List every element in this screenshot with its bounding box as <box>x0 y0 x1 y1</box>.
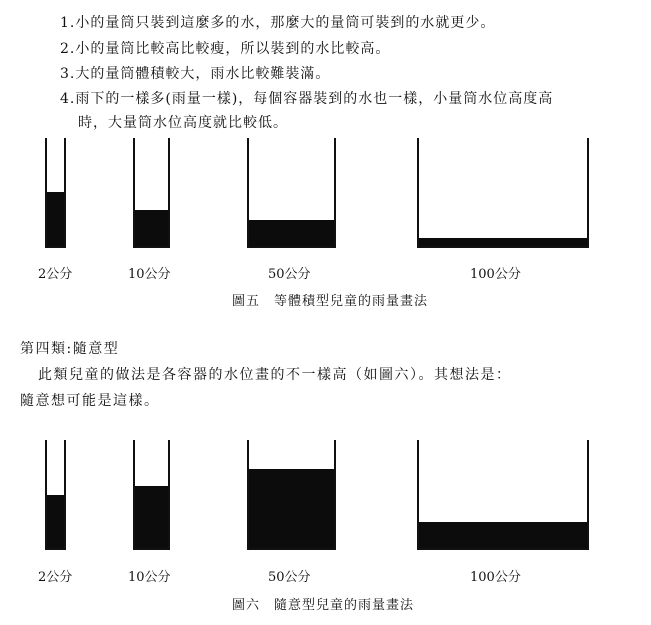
list-item-2: 2.小的量筒比較高比較瘦，所以裝到的水比較高。 <box>60 41 391 57</box>
container-label: 50公分 <box>268 267 311 282</box>
cylinder-50cm <box>247 440 336 550</box>
container-label: 2公分 <box>38 267 73 282</box>
cylinder-100cm <box>417 440 589 550</box>
cylinder-2cm <box>45 138 66 248</box>
container-label: 50公分 <box>268 570 311 585</box>
list-item-3: 3.大的量筒體積較大，雨水比較難裝滿。 <box>60 66 331 82</box>
water-level <box>249 469 334 548</box>
cylinder-10cm <box>133 440 170 550</box>
cylinder-100cm <box>417 138 589 248</box>
water-level <box>135 486 168 548</box>
paragraph-line-2: 隨意想可能是這樣。 <box>20 393 160 409</box>
paragraph-line-1: 此類兒童的做法是各容器的水位畫的不一樣高（如圖六）。其想法是： <box>38 367 512 383</box>
container-label: 100公分 <box>470 570 521 585</box>
water-level <box>419 238 587 246</box>
cylinder-2cm <box>45 440 66 550</box>
figure-5-caption: 圖五 等體積型兒童的雨量畫法 <box>232 294 429 309</box>
cylinder-10cm <box>133 138 170 248</box>
container-label: 10公分 <box>128 267 171 282</box>
water-level <box>419 522 587 548</box>
figure-6-caption: 圖六 隨意型兒童的雨量畫法 <box>232 598 415 613</box>
list-item-1: 1.小的量筒只裝到這麼多的水，那麼大的量筒可裝到的水就更少。 <box>60 15 496 31</box>
section-heading: 第四類:隨意型 <box>20 341 120 357</box>
water-level <box>249 220 334 246</box>
container-label: 100公分 <box>470 267 521 282</box>
water-level <box>47 192 64 246</box>
water-level <box>135 210 168 246</box>
container-label: 10公分 <box>128 570 171 585</box>
cylinder-50cm <box>247 138 336 248</box>
list-item-4-continuation: 時，大量筒水位高度就比較低。 <box>78 115 288 131</box>
container-label: 2公分 <box>38 570 73 585</box>
water-level <box>47 495 64 548</box>
list-item-4: 4.雨下的一樣多(雨量一樣)，每個容器裝到的水也一樣，小量筒水位高度高 <box>60 91 554 107</box>
